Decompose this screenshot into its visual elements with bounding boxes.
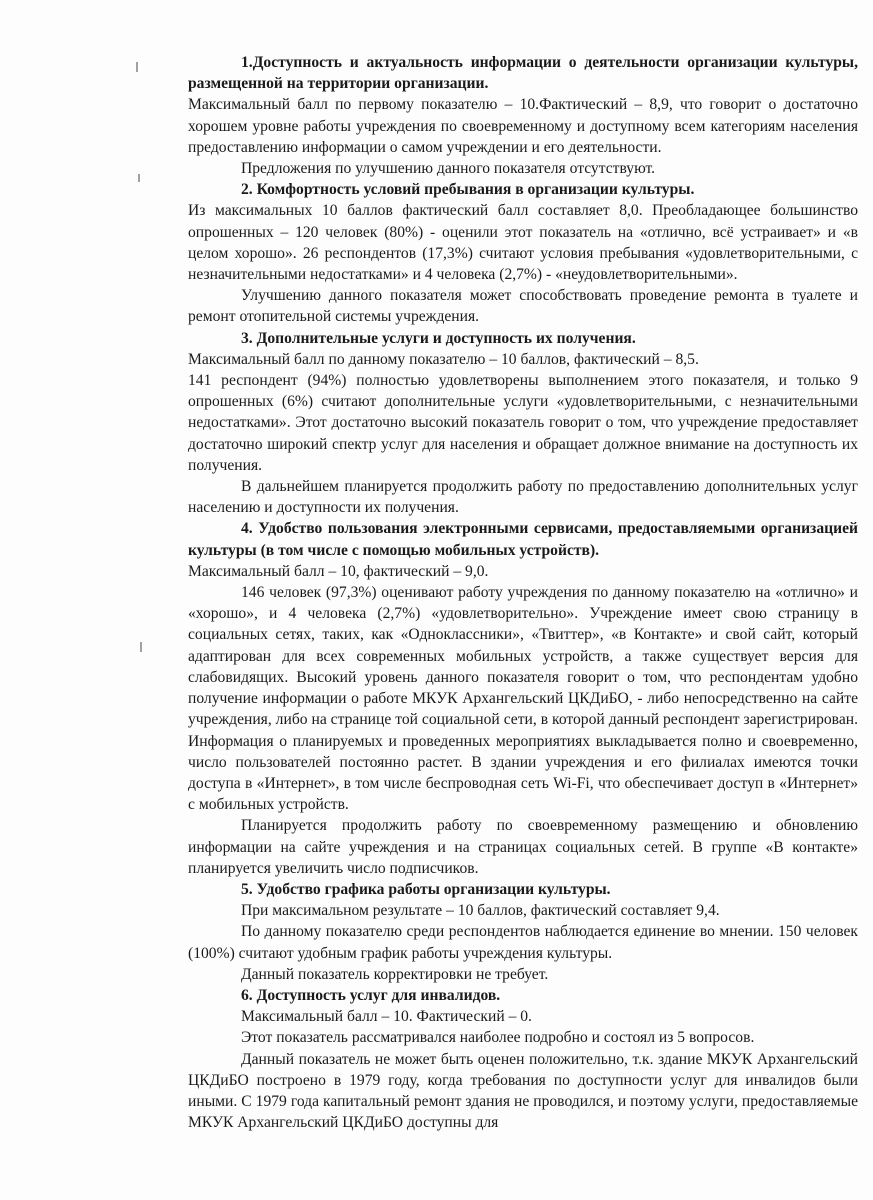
section-6-paragraph-2: Этот показатель рассматривался наиболее подробно и состоял из 5 вопросов. [241, 1029, 755, 1047]
document-body [188, 52, 858, 1133]
section-2-heading: 2. Комфортность условий пребывания в организации культуры. [241, 181, 695, 199]
section-4-paragraph-1: Максимальный балл – 10, фактический – 9,0. [188, 562, 489, 580]
section-1-heading: 1.Доступность и актуальность информации о деятельности организации культуры, размещенной на территории организации. [188, 54, 858, 93]
section-6-heading: 6. Доступность услуг для инвалидов. [241, 986, 501, 1004]
section-1-paragraph-2: Предложения по улучшению данного показателя отсутствуют. [241, 160, 656, 178]
section-5-heading: 5. Удобство графика работы организации культуры. [241, 880, 611, 898]
section-3-paragraph-1: Максимальный балл по данному показателю – 10 баллов, фактический – 8,5. [188, 350, 699, 368]
section-3-heading: 3. Дополнительные услуги и доступность их получения. [241, 329, 636, 347]
section-5-paragraph-1: При максимальном результате – 10 баллов, фактический составляет 9,4. [241, 902, 720, 920]
scan-artifact [136, 62, 138, 72]
section-5-paragraph-3: Данный показатель корректировки не требует. [241, 965, 549, 983]
scan-artifact [140, 642, 142, 652]
section-3-paragraph-3: В дальнейшем планируется продолжить работу по предоставлению дополнительных услуг населению и доступности их получения. [188, 478, 858, 517]
section-2-paragraph-2: Улучшению данного показателя может способствовать проведение ремонта в туалете и ремонт отопительной системы учреждения. [188, 287, 858, 326]
scan-artifact [138, 174, 140, 182]
section-3-paragraph-2: 141 респондент (94%) полностью удовлетворены выполнением этого показателя, и только 9 опрошенных (6%) считают дополнительные услуги «удовлетворительными, с незначительными недостатками». Этот достаточно высокий показатель говорит о том, что учреждение предоставляет достаточно широкий спектр услуг для населения и обращает должное внимание на доступность их получения. [188, 372, 858, 474]
section-4-paragraph-3: Планируется продолжить работу по своевременному размещению и обновлению информации на сайте учреждения и на страницах социальных сетей. В группе «В контакте» планируется увеличить число подписчиков. [188, 817, 858, 877]
section-5-paragraph-2: По данному показателю среди респондентов наблюдается единение во мнении. 150 человек (100%) считают удобным график работы учреждения культуры. [188, 923, 858, 962]
section-4-heading: 4. Удобство пользования электронными сервисами, предоставляемыми организацией культуры (в том числе с помощью мобильных устройств). [188, 520, 858, 559]
section-4-paragraph-2: 146 человек (97,3%) оценивают работу учреждения по данному показателю на «отлично» и «хорошо», и 4 человека (2,7%) «удовлетворительно». Учреждение имеет свою страницу в социальных сетях, таких, как «Одноклассники», «Твиттер», «в Контакте» и свой сайт, который адаптирован для всех современных мобильных устройств, а также существует версия для слабовидящих. Высокий уровень данного показателя говорит о том, что респондентам удобно получение информации о работе МКУК Архангельский ЦКДиБО, - либо непосредственно на сайте учреждения, либо на странице той социальной сети, в которой данный респондент зарегистрирован. Информация о планируемых и проведенных мероприятиях выкладывается полно и своевременно, число пользователей постоянно растет. В здании учреждения и его филиалах имеются точки доступа в «Интернет», в том числе беспроводная сеть Wi-Fi, что обеспечивает доступ в «Интернет» с мобильных устройств. [188, 584, 858, 814]
section-6-paragraph-3: Данный показатель не может быть оценен положительно, т.к. здание МКУК Архангельский ЦКДиБО построено в 1979 году, когда требования по доступности услуг для инвалидов были иными. С 1979 года капитальный ремонт здания не проводился, и поэтому услуги, предоставляемые МКУК Архангельский ЦКДиБО доступны для [188, 1050, 858, 1132]
section-1-paragraph-1: Максимальный балл по первому показателю – 10.Фактический – 8,9, что говорит о достаточно хорошем уровне работы учреждения по своевременному и доступному всем категориям населения предоставлению информации о самом учреждении и его деятельности. [188, 96, 858, 156]
section-6-paragraph-1: Максимальный балл – 10. Фактический – 0. [241, 1008, 532, 1026]
section-2-paragraph-1: Из максимальных 10 баллов фактический балл составляет 8,0. Преобладающее большинство опрошенных – 120 человек (80%) - оценили этот показатель на «отлично, всё устраивает» и «в целом хорошо». 26 респондентов (17,3%) считают условия пребывания «удовлетворительными, с незначительными недостатками» и 4 человека (2,7%) - «неудовлетворительными». [188, 202, 858, 284]
